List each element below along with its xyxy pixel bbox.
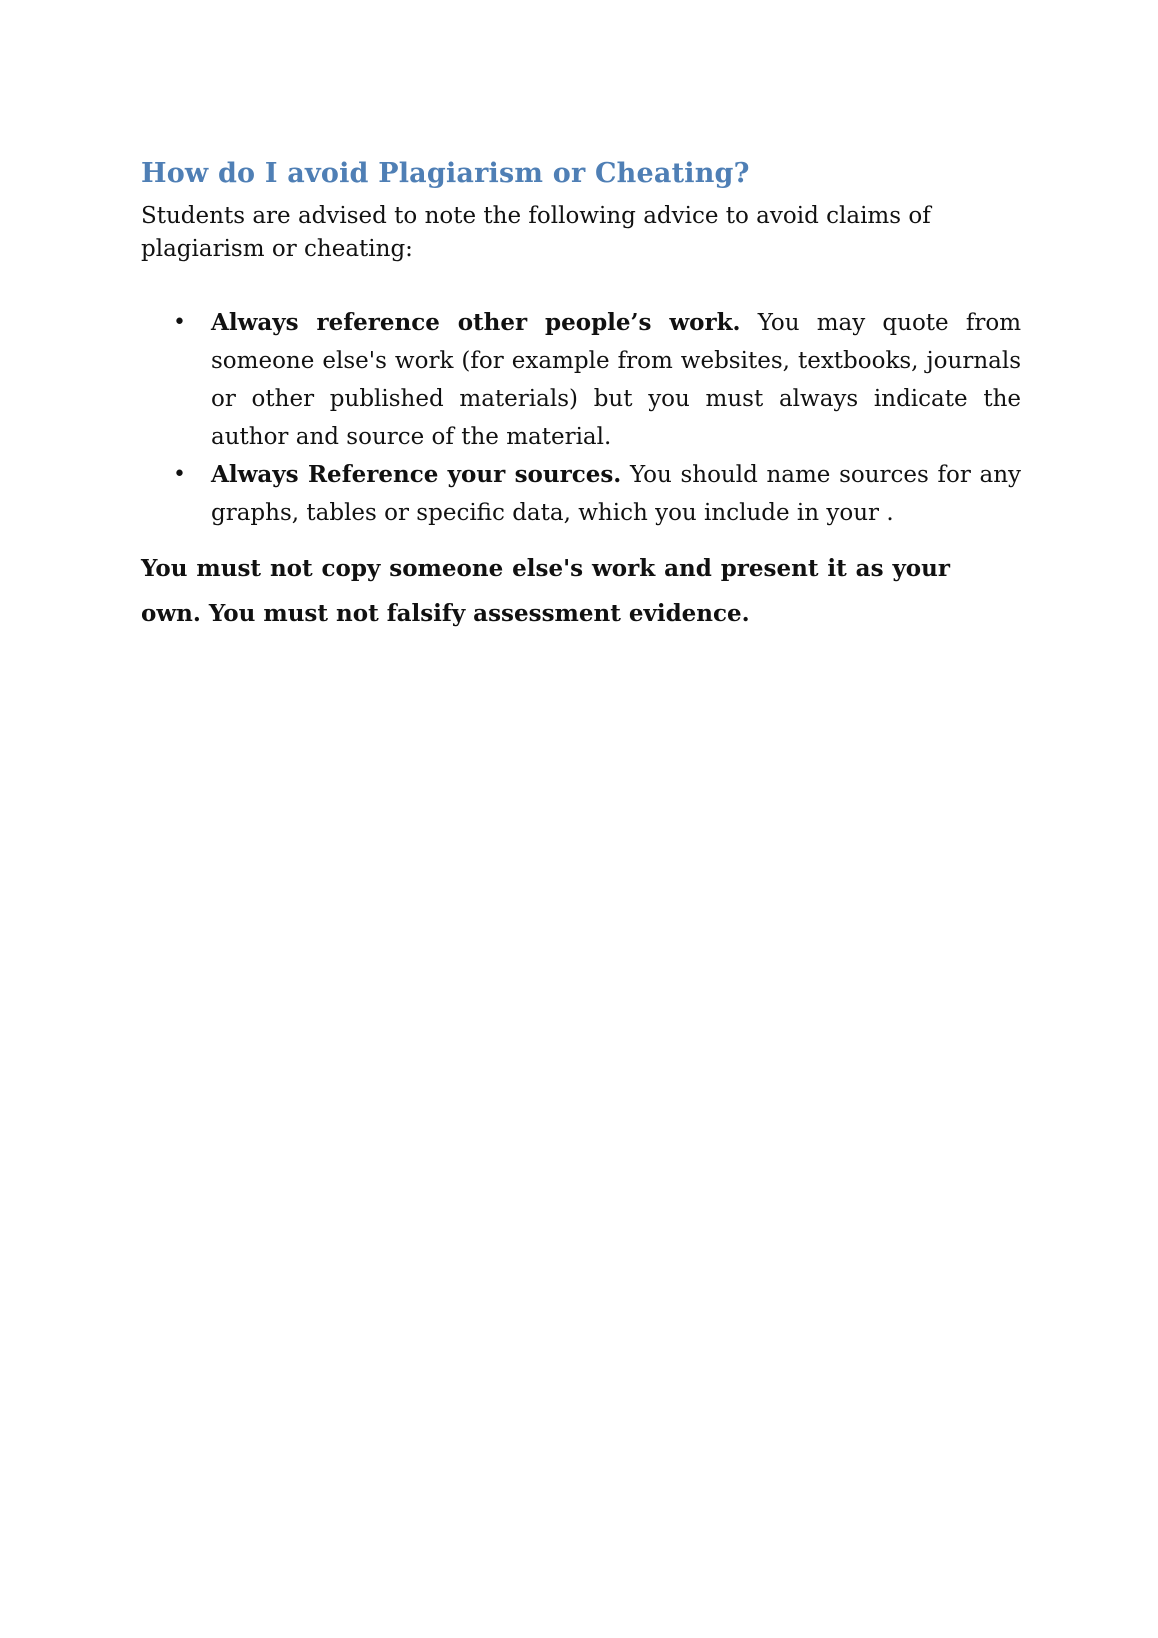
bullet-text: You may quote from someone else's work (for example from websites, textbooks, journals or other published materials) but you must always indicate the author and source of the material. (211, 310, 1021, 450)
document-page (141, 156, 1021, 636)
bullet-text: You should name sources for any graphs, tables or specific data, which you include in your . (211, 462, 1022, 526)
bullet-lead: Always reference other people’s work. (211, 309, 741, 336)
list-item-reference-work (141, 304, 1021, 456)
bullet-lead: Always Reference your sources. (211, 461, 622, 488)
bullet-icon: • (173, 310, 186, 335)
warning-paragraph: You must not copy someone else's work and present it as your own. You must not falsify assessment evidence. (141, 555, 950, 627)
list-item-reference-sources (141, 456, 1021, 532)
bullet-icon: • (173, 462, 186, 487)
intro-paragraph: Students are advised to note the following advice to avoid claims of plagiarism or cheating: (141, 203, 931, 262)
advice-list (141, 304, 1021, 532)
page-title: How do I avoid Plagiarism or Cheating? (141, 158, 750, 189)
